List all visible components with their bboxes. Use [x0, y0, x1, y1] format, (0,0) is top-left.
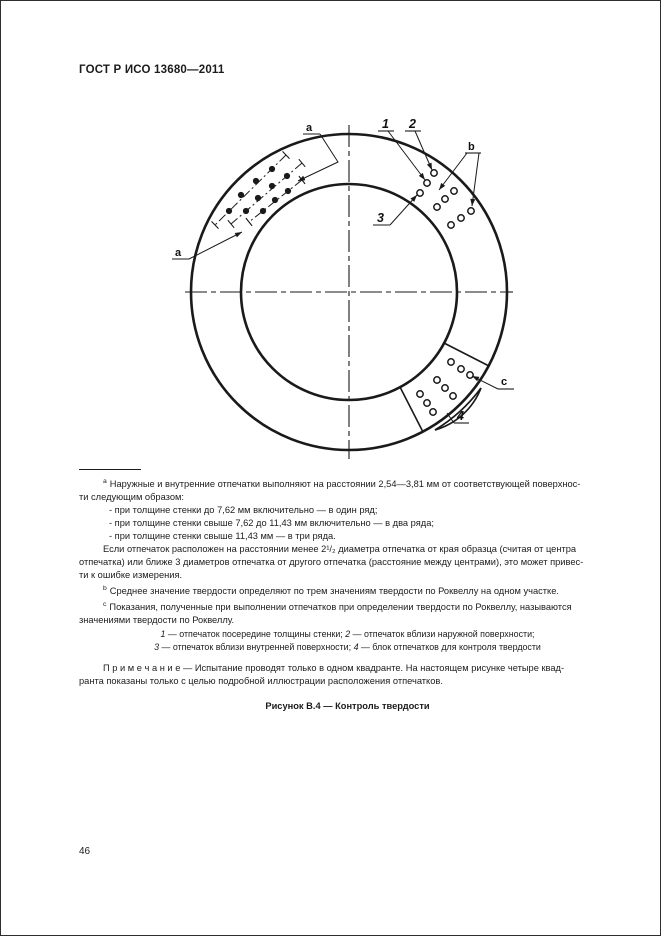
footnote-marker-b: b	[103, 585, 107, 593]
label-c: c	[501, 376, 508, 388]
legend-line-2: 3 — отпечаток вблизи внутренней поверхности; 4 — блок отпечатков для контроля твердости	[154, 642, 541, 652]
footnote-a-line: ти следующим образом:	[79, 492, 184, 503]
label-2: 2	[409, 117, 416, 131]
page-title: ГОСТ Р ИСО 13680—2011	[79, 64, 225, 76]
label-1: 1	[382, 117, 389, 131]
note-line-2: ранта показаны только с целью подробной иллюстрации расположения отпечатков.	[79, 676, 443, 686]
callout-leaders	[172, 131, 514, 423]
footnote-marker-c: c	[103, 601, 107, 609]
footnote-a-item: - при толщине стенки до 7,62 мм включительно — в один ряд;	[109, 505, 378, 516]
label-4: 4	[457, 409, 464, 423]
footnote-a-item: - при толщине стенки свыше 11,43 мм — в три ряда.	[109, 531, 336, 542]
note-line-1: П р и м е ч а н и е — Испытание проводят только в одном квадранте. На настоящем рисунке четыре квад-	[103, 663, 565, 673]
footnote-c-line: $^c$ Показания, полученные при выполнении отпечатков при определении твердости по Роквеллу, называются	[103, 601, 572, 613]
footnote-a-line: $^a$ Наружные и внутренние отпечатки выполняют на расстоянии 2,54—3,81 мм от соответствующей поверхнос-	[103, 478, 581, 490]
page-number: 46	[79, 846, 91, 857]
note-block	[79, 662, 616, 688]
label-b: b	[468, 141, 475, 153]
footnote-marker-a: a	[103, 478, 107, 485]
footnote-b-line: $^b$ Среднее значение твердости определяют по трем значениям твердости по Роквеллу на одном участке.	[103, 585, 559, 597]
footnote-a-item: - при толщине стенки свыше 7,62 до 11,43 мм включительно — в два ряда;	[109, 518, 434, 529]
footnote-a-line: ти к ошибке измерения.	[79, 570, 183, 581]
footnote-a-line: Если отпечаток расположен на расстоянии менее 2¹/₂ диаметра отпечатка от края образца (считая от центра	[103, 544, 577, 555]
callout-labels	[175, 117, 507, 423]
footnote-a-line: отпечатка) или ближе 3 диаметров отпечатка от другого отпечатка (расстояние между центрами), это может привес-	[79, 557, 584, 568]
label-3: 3	[377, 211, 384, 225]
hardness-control-figure	[1, 106, 661, 468]
label-a-left: a	[175, 247, 182, 259]
indent-rows-right	[417, 170, 474, 228]
footnote-separator	[79, 469, 141, 470]
footnote-c-line: значениями твердости по Роквеллу.	[79, 615, 235, 626]
label-a-top: a	[306, 122, 313, 134]
figure-caption: Рисунок В.4 — Контроль твердости	[265, 701, 430, 711]
footnotes-block	[79, 475, 616, 627]
legend-line-1: 1 — отпечаток посередине толщины стенки; 2 — отпечаток вблизи наружной поверхности;	[160, 629, 535, 639]
figure-legend	[79, 628, 616, 654]
